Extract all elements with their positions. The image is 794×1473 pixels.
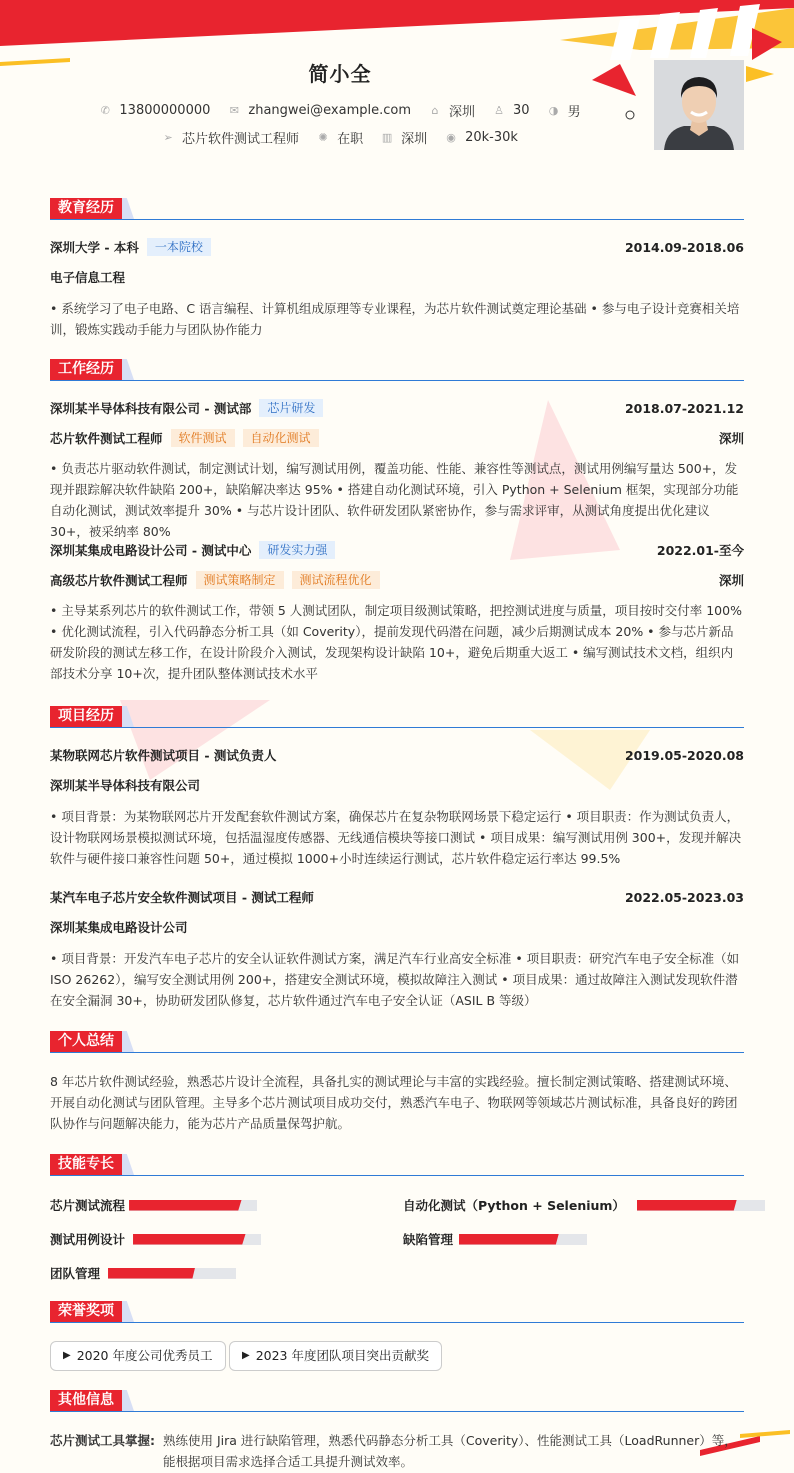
phone: 13800000000 (119, 103, 211, 118)
section-tail-deco (122, 1390, 134, 1411)
education-desc: • 系统学习了电子电路、C 语言编程、计算机组成原理等专业课程，为芯片软件测试奠定理论基础 • 参与电子设计竞赛相关培训，锻炼实践动手能力与团队协作能力 (50, 301, 740, 337)
salary-icon: ◉ (446, 131, 456, 144)
skill-item (403, 1230, 587, 1248)
send-icon: ➢ (163, 131, 173, 144)
other-text: 熟练使用 Jira 进行缺陷管理，熟悉代码静态分析工具（Coverity）、性能测试工具（LoadRunner）等，能根据项目需求选择合适工具提升测试效率。 (163, 1433, 737, 1469)
project-1-company: 深圳某半导体科技有限公司 (50, 778, 201, 793)
skill-bar (133, 1234, 261, 1245)
project-1-header (50, 746, 744, 764)
status-icon: ✺ (318, 131, 328, 144)
contact-row (0, 101, 680, 120)
skill-bar (637, 1200, 765, 1211)
skill-name: 团队管理 (50, 1266, 101, 1281)
skill-name: 芯片测试流程 (50, 1198, 126, 1213)
project-1-desc: • 项目背景：为某物联网芯片开发配套软件测试方案，确保芯片在复杂物联网场景下稳定运行 • 项目职责：作为测试负责人，设计物联网场景模拟测试环境，包括温湿度传感器、无线通信模块等接口测试 • 项目成果：编写测试用例 300+，发现并解决软件与硬件接口兼容性问题 50+，通过模拟 1000+小时连续运行测试，芯片软件稳定运行率达 99.5% (50, 809, 742, 866)
work-1-date: 2018.07-2021.12 (624, 400, 744, 416)
work-1-header (50, 399, 744, 417)
project-1-name: 某物联网芯片软件测试项目 - 测试负责人 (50, 748, 277, 763)
city: 深圳 (449, 105, 476, 120)
skill-bar-fill (133, 1234, 246, 1245)
skill-item (50, 1230, 261, 1248)
award-badge (229, 1341, 442, 1371)
play-icon: ▶ (63, 1350, 71, 1361)
candidate-name: 简小全 (308, 62, 372, 86)
section-tail-deco (122, 359, 134, 380)
project-2-company-row (50, 918, 744, 936)
major: 电子信息工程 (50, 270, 126, 285)
skills-title: 技能专长 (50, 1154, 122, 1175)
skill-bar-fill (637, 1200, 737, 1211)
skill-bar-fill (129, 1200, 242, 1211)
play-icon: ▶ (242, 1350, 250, 1361)
work-1-role: 芯片软件测试工程师 (50, 431, 163, 446)
age-icon: ♙ (494, 104, 504, 117)
award-label: 2020 年度公司优秀员工 (76, 1348, 213, 1363)
skill-bar-fill (459, 1234, 559, 1245)
skill-bar (459, 1234, 587, 1245)
work-2-city: 深圳 (718, 573, 744, 588)
skill-item (50, 1196, 257, 1214)
other-info-row (50, 1430, 744, 1472)
skill-name: 缺陷管理 (403, 1232, 454, 1247)
award-badge (50, 1341, 226, 1371)
skill-bar (108, 1268, 236, 1279)
mail-icon: ✉ (229, 104, 239, 117)
summary-text: 8 年芯片软件测试经验，熟悉芯片设计全流程，具备扎实的测试理论与丰富的实践经验。擅长制定测试策略、搭建测试环境、开展自动化测试与团队管理。主导多个芯片测试项目成功交付，熟悉汽车电子、物联网等领域芯片测试标准，具备良好的跨团队协作与问题解决能力，能为芯片产品质量保驾护航。 (50, 1074, 738, 1131)
project-section-header (50, 706, 744, 728)
work-1-city: 深圳 (718, 431, 744, 446)
other-title: 其他信息 (50, 1390, 122, 1411)
work-title: 工作经历 (50, 359, 122, 380)
building-icon: ▥ (381, 131, 393, 144)
school-tag: 一本院校 (147, 238, 211, 256)
project-1-date: 2019.05-2020.08 (624, 747, 744, 763)
major-row (50, 268, 744, 286)
work-2-date: 2022.01-至今 (656, 543, 744, 558)
project-title: 项目经历 (50, 706, 122, 727)
work-1-role-tag: 自动化测试 (243, 429, 319, 447)
work-2-role: 高级芯片软件测试工程师 (50, 573, 188, 588)
awards-section-header (50, 1301, 744, 1323)
skill-bar-fill (108, 1268, 195, 1279)
section-tail-deco (122, 1154, 134, 1175)
skill-item (50, 1264, 236, 1282)
skill-name: 自动化测试（Python + Selenium） (403, 1198, 625, 1213)
email: zhangwei@example.com (248, 103, 412, 118)
project-2-date: 2022.05-2023.03 (624, 889, 744, 905)
summary-title: 个人总结 (50, 1031, 122, 1052)
project-2-desc: • 项目背景：开发汽车电子芯片的安全认证软件测试方案，满足汽车行业高安全标准 • 项目职责：研究汽车电子安全标准（如 ISO 26262），编写安全测试用例 200+，搭建安全测试环境，模拟故障注入测试 • 项目成果：通过故障注入测试发现软件潜在安全漏洞 30+，协助研发团队修复，芯片软件通过汽车电子安全认证（ASIL B 等级） (50, 951, 740, 1008)
work-2-header (50, 541, 744, 559)
skill-item (403, 1196, 765, 1214)
age: 30 (513, 103, 530, 118)
skills-section-header (50, 1154, 744, 1176)
project-2-header (50, 888, 744, 906)
work-1-desc: • 负责芯片驱动软件测试，制定测试计划，编写测试用例，覆盖功能、性能、兼容性等测试点，测试用例编写量达 500+，发现并跟踪解决软件缺陷 200+，缺陷解决率达 95% • 搭建自动化测试环境，引入 Python + Selenium 框架，实现部分功能自动化测试，测试效率提升 30% • 与芯片设计团队、软件研发团队紧密协作，参与需求评审，从测试角度提出优化建议 30+，被采纳率 80% (50, 461, 739, 539)
section-tail-deco (122, 198, 134, 219)
work-1-role-tag: 软件测试 (171, 429, 235, 447)
project-2-name: 某汽车电子芯片安全软件测试项目 - 测试工程师 (50, 890, 314, 905)
home-icon: ⌂ (431, 104, 439, 117)
work-2-role-tag: 测试策略制定 (196, 571, 284, 589)
avatar-photo (654, 60, 744, 150)
project-1-company-row (50, 776, 744, 794)
skill-bar (129, 1200, 257, 1211)
section-tail-deco (122, 1301, 134, 1322)
education-title: 教育经历 (50, 198, 122, 219)
work-2-company: 深圳某集成电路设计公司 - 测试中心 (50, 543, 252, 558)
job-status: 在职 (337, 132, 364, 147)
other-label: 芯片测试工具掌握: (50, 1433, 155, 1448)
salary: 20k-30k (465, 130, 518, 145)
target-job: 芯片软件测试工程师 (182, 132, 300, 147)
work-1-company-tag: 芯片研发 (259, 399, 323, 417)
skill-name: 测试用例设计 (50, 1232, 126, 1247)
award-label: 2023 年度团队项目突出贡献奖 (255, 1348, 429, 1363)
education-row (50, 238, 744, 256)
other-section-header (50, 1390, 744, 1412)
work-2-company-tag: 研发实力强 (259, 541, 335, 559)
summary-section-header (50, 1031, 744, 1053)
work-1-company: 深圳某半导体科技有限公司 - 测试部 (50, 401, 252, 416)
work-2-role-row (50, 571, 744, 589)
project-2-company: 深圳某集成电路设计公司 (50, 920, 188, 935)
gender-icon: ◑ (548, 104, 559, 117)
gender: 男 (567, 105, 581, 120)
work-section-header (50, 359, 744, 381)
job-intent-row (0, 128, 680, 147)
school: 深圳大学 - 本科 (50, 240, 139, 255)
target-city: 深圳 (401, 132, 428, 147)
awards-title: 荣誉奖项 (50, 1301, 122, 1322)
education-section-header (50, 198, 744, 220)
work-2-role-tag: 测试流程优化 (292, 571, 380, 589)
section-tail-deco (122, 706, 134, 727)
work-2-desc: • 主导某系列芯片的软件测试工作，带领 5 人测试团队，制定项目级测试策略，把控测试进度与质量，项目按时交付率 100% • 优化测试流程，引入代码静态分析工具（如 Coverity），提前发现代码潜在问题，减少后期测试成本 20% • 参与芯片新品研发阶段的测试左移工作，在设计阶段介入测试，发现架构设计缺陷 10+，避免后期重大返工 • 编写测试技术文档，组织内部技术分享 10+次，提升团队整体测试技术水平 (50, 603, 742, 681)
education-date: 2014.09-2018.06 (624, 239, 744, 255)
work-1-role-row (50, 429, 744, 447)
phone-icon: ✆ (100, 104, 111, 117)
section-tail-deco (122, 1031, 134, 1052)
